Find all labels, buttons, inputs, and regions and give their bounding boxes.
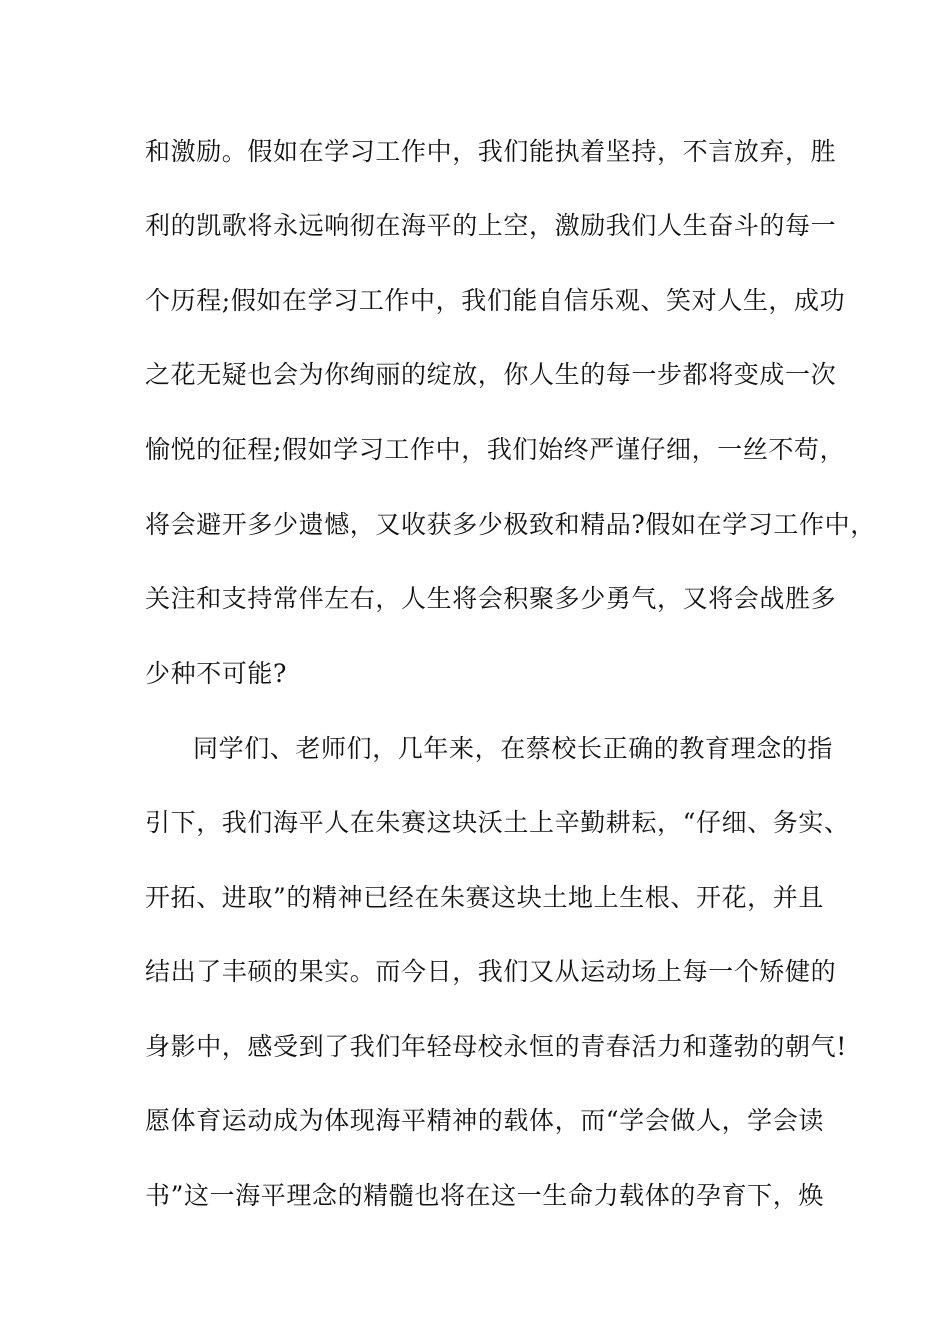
text-line: 将会避开多少遗憾，又收获多少极致和精品?假如在学习工作中，	[145, 510, 876, 539]
text-line: 开拓、进取”的精神已经在朱赛这块土地上生根、开花，并且	[145, 883, 824, 912]
text-line: 身影中，感受到了我们年轻母校永恒的青春活力和蓬勃的朝气!	[145, 1032, 847, 1061]
text-line: 书”这一海平理念的精髓也将在这一生命力载体的孕育下，焕	[145, 1181, 824, 1210]
text-line: 个历程;假如在学习工作中，我们能自信乐观、笑对人生，成功	[145, 286, 846, 315]
text-line: 引下，我们海平人在朱赛这块沃土上辛勤耕耘，“仔细、务实、	[145, 808, 850, 837]
text-line: 愉悦的征程;假如学习工作中，我们始终严谨仔细，一丝不苟，	[145, 435, 846, 464]
text-line: 愿体育运动成为体现海平精神的载体，而“学会做人，学会读	[145, 1106, 824, 1135]
text-line: 和激励。假如在学习工作中，我们能执着坚持，不言放弃，胜	[145, 137, 837, 166]
text-line: 结出了丰硕的果实。而今日，我们又从运动场上每一个矫健的	[145, 957, 837, 986]
text-line: 利的凯歌将永远响彻在海平的上空，激励我们人生奋斗的每一	[145, 211, 837, 240]
text-line: 关注和支持常伴左右，人生将会积聚多少勇气，又将会战胜多	[145, 584, 837, 613]
text-line: 少种不可能?	[145, 659, 288, 688]
text-line: 之花无疑也会为你绚丽的绽放，你人生的每一步都将变成一次	[145, 360, 837, 389]
text-line: 同学们、老师们，几年来，在蔡校长正确的教育理念的指	[193, 734, 834, 763]
